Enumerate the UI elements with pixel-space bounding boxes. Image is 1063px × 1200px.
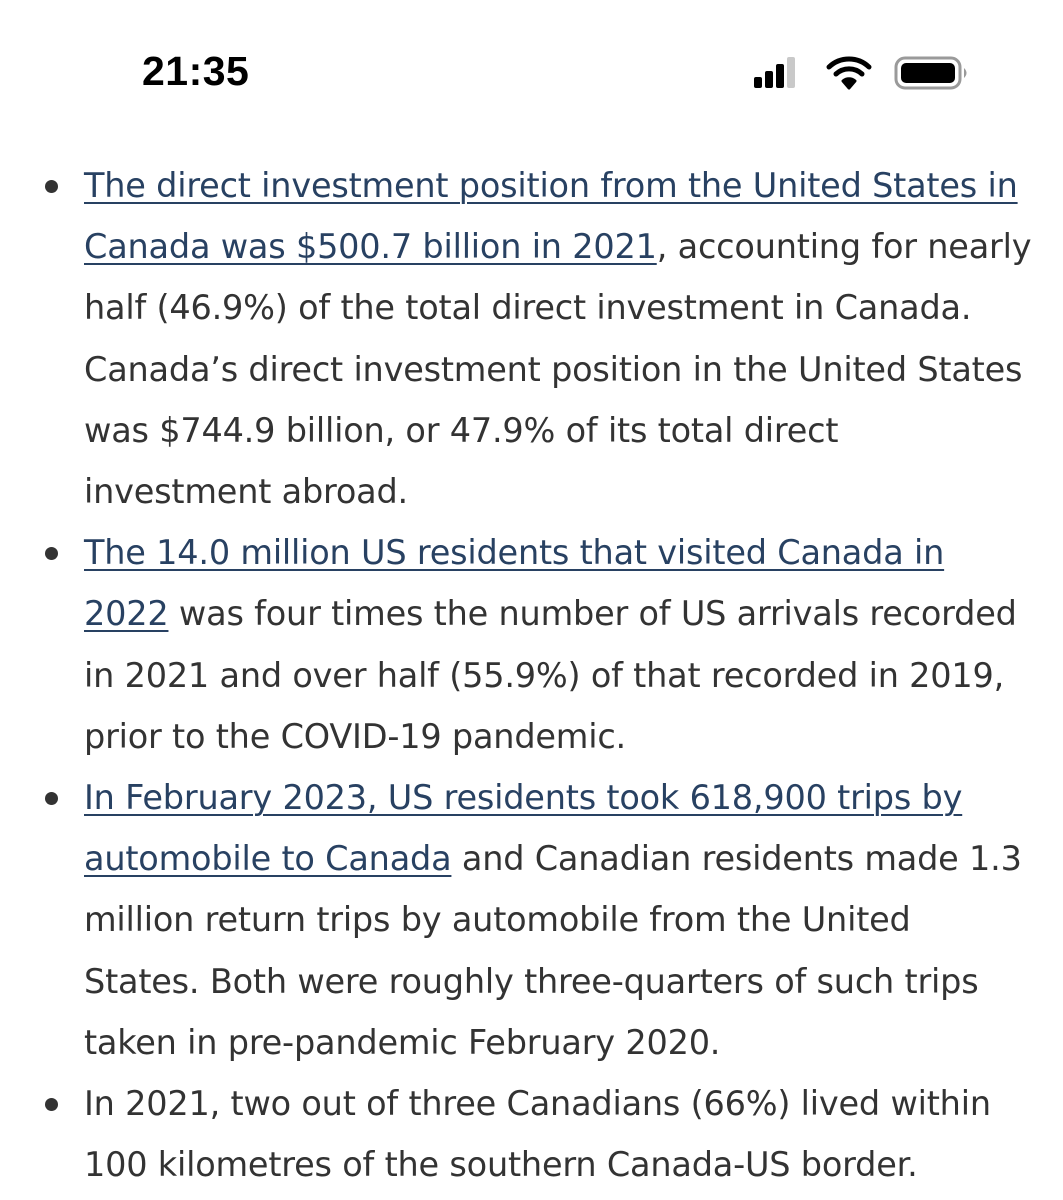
status-time: 21:35 <box>142 48 250 94</box>
list-item <box>0 522 1063 767</box>
status-bar <box>0 0 1063 140</box>
bullet-list <box>0 155 1063 1195</box>
article-content <box>0 155 1063 1195</box>
list-item <box>0 155 1063 522</box>
list-item-text: In 2021, two out of three Canadians (66%) lived within 100 kilometres of the southern Canada-US border. <box>84 1084 991 1185</box>
automobile-trips-link[interactable]: In February 2023, US residents took 618,900 trips by automobile to Canada <box>84 778 963 879</box>
list-item-text: was four times the number of US arrivals recorded in 2021 and over half (55.9%) of that recorded in 2019, prior to the COVID-19 pandemic. <box>84 594 1017 756</box>
us-residents-visits-link[interactable]: The 14.0 million US residents that visited Canada in 2022 <box>84 533 945 634</box>
cellular-signal-icon <box>748 55 798 91</box>
direct-investment-link[interactable]: The direct investment position from the United States in Canada was $500.7 billion in 2021 <box>84 166 1018 267</box>
list-item <box>0 1073 1063 1195</box>
list-item-text: , accounting for nearly half (46.9%) of the total direct investment in Canada. Canada’s direct investment position in the United States was $744.9 billion, or 47.9% of its total direct investment abroad. <box>84 227 1032 512</box>
list-item <box>0 767 1063 1073</box>
list-item-text: and Canadian residents made 1.3 million return trips by automobile from the United States. Both were roughly three-quarters of such trips taken in pre-pandemic February 2020. <box>84 839 1022 1062</box>
battery-icon <box>894 55 970 91</box>
bullet-icon <box>45 792 58 805</box>
bullet-icon <box>45 1098 58 1111</box>
bullet-icon <box>45 547 58 560</box>
bullet-icon <box>45 180 58 193</box>
wifi-icon <box>826 55 872 91</box>
